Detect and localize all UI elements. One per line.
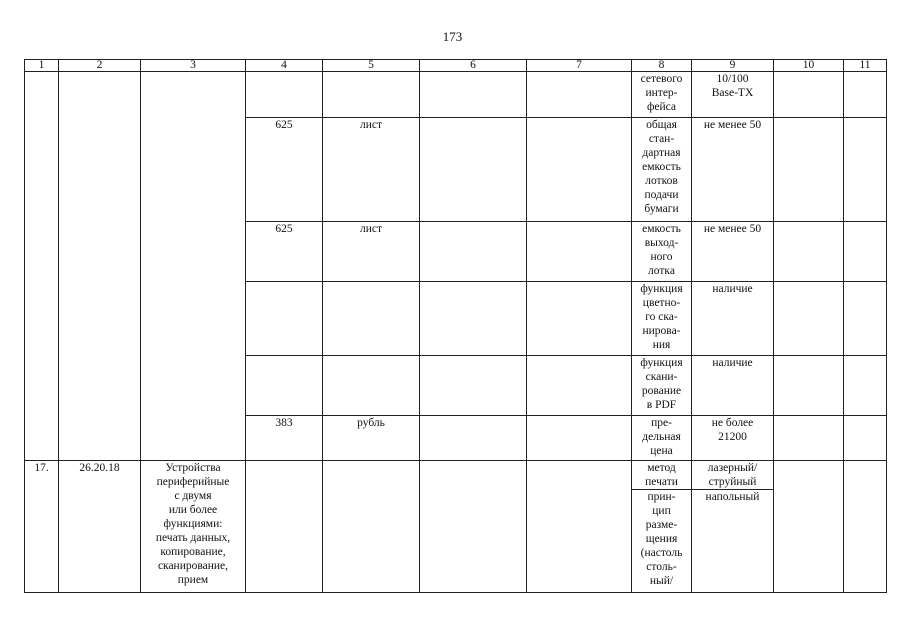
column-header: 8 bbox=[632, 60, 692, 72]
cell-value: наличие bbox=[692, 282, 774, 356]
characteristic-print-method: метод печати bbox=[632, 461, 691, 490]
column-header: 7 bbox=[527, 60, 632, 72]
cell-okei-code: 383 bbox=[246, 416, 323, 461]
cell-value: не менее 50 bbox=[692, 118, 774, 222]
characteristic-placement: прин- цип разме- щения (настоль столь- ный/ bbox=[640, 491, 683, 587]
cell-value: 10/100 Base-TX bbox=[692, 72, 774, 118]
column-number-row bbox=[25, 60, 887, 72]
column-header: 2 bbox=[59, 60, 141, 72]
column-header: 11 bbox=[844, 60, 887, 72]
specification-table bbox=[24, 59, 887, 593]
cell-characteristic: функция цветно- го ска- нирова- ния bbox=[632, 282, 692, 356]
cell-col7 bbox=[527, 118, 632, 222]
cell-col7 bbox=[527, 356, 632, 416]
cell-okei-code bbox=[246, 282, 323, 356]
column-header: 4 bbox=[246, 60, 323, 72]
cell-unit: лист bbox=[323, 118, 420, 222]
cell-col11 bbox=[844, 416, 887, 461]
cell-characteristic: сетевого интер- фейса bbox=[632, 72, 692, 118]
cell-col10 bbox=[774, 416, 844, 461]
cell-col10 bbox=[774, 282, 844, 356]
column-header: 10 bbox=[774, 60, 844, 72]
cell-col11 bbox=[844, 222, 887, 282]
cell-col11 bbox=[844, 282, 887, 356]
column-header: 5 bbox=[323, 60, 420, 72]
cell-value: наличие bbox=[692, 356, 774, 416]
cell-characteristic bbox=[632, 461, 692, 593]
cell-okei-code bbox=[246, 461, 323, 593]
table-row bbox=[25, 461, 887, 593]
cell-col10 bbox=[774, 118, 844, 222]
cell-col7 bbox=[527, 282, 632, 356]
column-header: 3 bbox=[141, 60, 246, 72]
value-print-method: лазерный/ струйный bbox=[692, 461, 773, 490]
column-header: 6 bbox=[420, 60, 527, 72]
column-header: 9 bbox=[692, 60, 774, 72]
cell-unit: рубль bbox=[323, 416, 420, 461]
cell-col7 bbox=[527, 222, 632, 282]
cell-characteristic: функция скани- рование в PDF bbox=[632, 356, 692, 416]
cell-col6 bbox=[420, 416, 527, 461]
cell-col7 bbox=[527, 461, 632, 593]
cell-col11 bbox=[844, 356, 887, 416]
cell-number: 17. bbox=[25, 461, 59, 593]
value-placement: напольный bbox=[705, 491, 760, 503]
cell-col6 bbox=[420, 282, 527, 356]
cell-value: не более 21200 bbox=[692, 416, 774, 461]
cell-col10 bbox=[774, 461, 844, 593]
cell-col6 bbox=[420, 222, 527, 282]
cell-okei-code bbox=[246, 72, 323, 118]
cell-okei-code: 625 bbox=[246, 222, 323, 282]
cell-col10 bbox=[774, 222, 844, 282]
cell-unit bbox=[323, 461, 420, 593]
cell-col11 bbox=[844, 118, 887, 222]
cell-code: 26.20.18 bbox=[59, 461, 141, 593]
table-row bbox=[25, 72, 887, 118]
cell-characteristic: емкость выход- ного лотка bbox=[632, 222, 692, 282]
cell-characteristic: общая стан- дартная емкость лотков подачи бумаги bbox=[632, 118, 692, 222]
cell-col6 bbox=[420, 356, 527, 416]
cell-value bbox=[692, 461, 774, 593]
cell-unit: лист bbox=[323, 222, 420, 282]
cell-col6 bbox=[420, 118, 527, 222]
cell-col11 bbox=[844, 461, 887, 593]
column-header: 1 bbox=[25, 60, 59, 72]
cell-col10 bbox=[774, 72, 844, 118]
cell-code-continued bbox=[59, 72, 141, 461]
cell-okei-code: 625 bbox=[246, 118, 323, 222]
cell-col6 bbox=[420, 461, 527, 593]
cell-characteristic: пре- дельная цена bbox=[632, 416, 692, 461]
cell-name: Устройства периферийные с двумя или более функциями: печать данных, копирование, сканирование, прием bbox=[141, 461, 246, 593]
cell-col7 bbox=[527, 416, 632, 461]
cell-unit bbox=[323, 282, 420, 356]
cell-col11 bbox=[844, 72, 887, 118]
cell-name-continued bbox=[141, 72, 246, 461]
page-number: 173 bbox=[442, 29, 463, 44]
cell-unit bbox=[323, 72, 420, 118]
cell-col7 bbox=[527, 72, 632, 118]
cell-col6 bbox=[420, 72, 527, 118]
cell-okei-code bbox=[246, 356, 323, 416]
cell-col10 bbox=[774, 356, 844, 416]
cell-number-continued bbox=[25, 72, 59, 461]
cell-value: не менее 50 bbox=[692, 222, 774, 282]
cell-unit bbox=[323, 356, 420, 416]
